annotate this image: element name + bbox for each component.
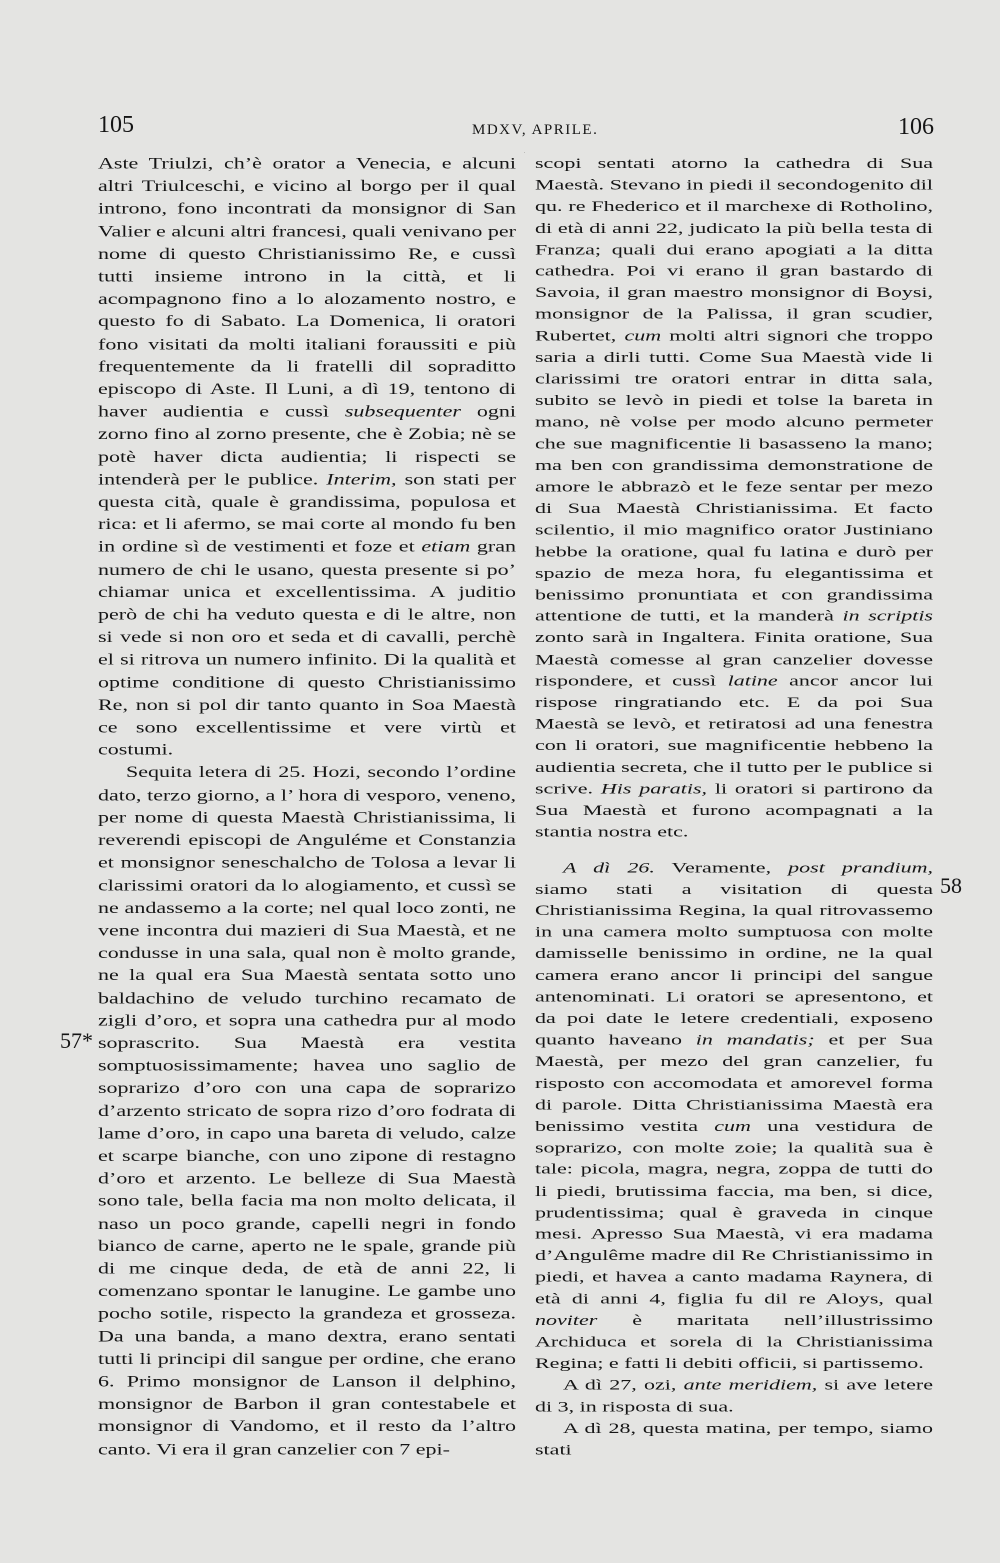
margin-note-left: 57* — [60, 1028, 93, 1053]
italic-text: ante meridiem, — [683, 1375, 818, 1394]
right-column — [535, 152, 933, 1460]
left-column — [98, 152, 516, 1460]
italic-text: post prandium, — [788, 858, 933, 876]
margin-note-right: 58 — [940, 873, 962, 898]
italic-text: cum — [714, 1117, 751, 1135]
text-run: Aste Triulzi, ch’è orator a Venecia, e alcuni altri Triulceschi, e vicino al borgo per il qual introno, fono incontrati da monsignor di San Valier e alcuni altri francesi, quali venivano per nome di questo Christianissimo Re, e cussì tutti insieme introno in la città, et li acompagnono fino a lo alozamento nostro, e questo fo di Sabato. La Domenica, li oratori fono visitati da molti italiani foraussiti e più frequentemente da li fratelli dil sopraditto episcopo di Aste. Il Luni, a dì 19, tentono di haver audientia e cussì — [98, 154, 516, 421]
text-run: zonto sarà in Ingaltera. Finita oratione, Sua Maestà comesse al gran canzelier dovesse rispondere, et cussì — [535, 628, 933, 690]
paragraph — [535, 1374, 933, 1417]
italic-text: etiam — [421, 537, 471, 556]
paragraph: A dì 28, questa matina, per tempo, siamo stati — [535, 1419, 933, 1458]
text-run: son stati per questa cità, quale è grandissima, populosa et rica: et li afermo, se mai corte al mondo fu ben in ordine sì de vestimenti et foze et — [98, 469, 516, 556]
running-title: MDXV, APRILE. — [472, 122, 599, 138]
text-run: et per Sua Maestà, per mezo del gran canzelier, fu risposto con accomodata et amorevel forma di parole. Ditta Christianissima Maestà era benissimo vestita — [535, 1030, 933, 1135]
text-run: si ave letere di 3, in risposta di sua. — [535, 1375, 933, 1415]
italic-text: in mandatis; — [695, 1030, 815, 1049]
page-number-left: 105 — [98, 112, 134, 138]
italic-text: A dì 26. — [563, 858, 655, 876]
text-run: ancor ancor lui rispose ringratiando etc. E da poi Sua Maestà se levò, et retiratosi ad una fenestra con li oratori, sue magnificentie hebbeno la audientia secreta, che il tutto per le publice si scrive. — [535, 671, 933, 797]
text-run: Veramente, — [654, 858, 789, 876]
text-run: scopi sentati atorno la cathedra di Sua Maestà. Stevano in piedi il secondogenito dil qu. re Fhederico et il marchexe di Rotholino, di età di anni 22, judicato la più bella testa di Franza; quali dui erano apogiati a la ditta cathedra. Poi vi erano il gran bastardo di Savoia, il gran maestro monsignor di Boysi, monsignor de la Palissa, il gran scudier, Rubertet, — [535, 154, 933, 344]
text-run: una vestidura de soprarizo, con molte zoie; la qualità sua è tale: picola, magra, negra, zoppa de tutti do li piedi, brutissima faccia, ma ben, si dice, prudentissima; qual è graveda in cinque mesi. Apresso Sua Maestà, vi era madama d’Angulême madre dil Re Christianissimo in piedi, et havea a canto madama Raynera, di età di anni 4, figlia fu dil re Aloys, qual — [535, 1117, 934, 1307]
italic-text: Interim, — [326, 469, 397, 488]
italic-text: subsequenter — [344, 402, 461, 421]
text-run: A dì 27, ozi, — [563, 1375, 684, 1394]
italic-text: His paratis, — [600, 779, 708, 797]
page-number-right: 106 — [898, 114, 934, 140]
italic-text: cum — [624, 326, 662, 344]
paragraph — [535, 152, 933, 842]
text-run: li oratori si partirono da Sua Maestà et furono acompagnati a la stantia nostra etc. — [535, 779, 934, 841]
text-run: è maritata nell’illustrissimo Archiduca et sorela di la Christianissima Regina; e fatti li debiti officii, si partissemo. — [535, 1311, 933, 1372]
text-run: ogni zorno fino al zorno presente, che è Zobia; nè se potè haver dicta audientia; li rispecti se intenderà per le publice. — [98, 402, 516, 488]
italic-text: noviter — [535, 1311, 598, 1329]
italic-text: latine — [727, 671, 778, 690]
text-run: molti altri signori che troppo saria a dirli tutti. Come Sua Maestà vide li clarissimi tre oratori entrar in ditta sala, subito se levò in piedi et tolse la bareta in mano, nè volse per modo alcuno permeter che sue magnificentie li basasseno la mano; ma ben con grandissima demonstratione de amore le abbrazò et le feze sentar per mezo di Sua Maestà Christianissima. Et facto scilentio, il mio magnifico orator Justiniano hebbe la oratione, qual fu latina e durò per spazio de meza hora, fu elegantissima et benissimo pronuntiata et con grandissima attentione de tutti, et la manderà — [535, 326, 933, 625]
text-run: siamo stati a visitation di questa Christianissima Regina, la qual ritrovassemo in una camera molto sumptuosa con molte damisselle benissimo in ordine, ne la qual camera erano ancor li principi del sangue antenominati. Li oratori se apresentono, et da poi date le letere credentiali, exposeno quanto haveano — [535, 879, 933, 1049]
paragraph — [98, 152, 516, 761]
page-header — [0, 108, 1000, 148]
paragraph: Sequita letera di 25. Hozi, secondo l’ordine dato, terzo giorno, a l’ hora di vesporo, veneno, per nome di questa Maestà Christianissima, li reverendi episcopi de Anguléme et Constanzia et monsignor seneschalcho de Tolosa a levar li clarissimi oratori da lo alogiamento, et cussì se ne andassemo a la corte; nel qual loco zonti, ne vene incontra dui mazieri di Sua Maestà, et ne condusse in una sala, qual non è molto grande, ne la qual era Sua Maestà sentata sotto uno baldachino de veludo turchino recamato de zigli d’oro, et sopra una cathedra pur al modo soprascrito. Sua Maestà era vestita somptuosissimamente; havea uno saglio de soprarizo d’oro con una capa de soprarizo d’arzento stricato de sopra rizo d’oro fodrata di lame d’oro, in capo una bareta di veludo, calze et scarpe bianche, con uno zipone di restagno d’oro et arzento. Le belleze di Sua Maestà sono tale, bella facia ma non molto delicata, il naso un poco grande, capelli negri in fondo bianco de carne, aperto ne le spale, grande più di me cinque deda, de età de anni 22, li comenzano spontar le lanugine. Le gambe uno pocho sotile, rispecto la grandeza et grosseza. Da una banda, a mano dextra, erano sentati tutti li principi dil sangue per ordine, che erano 6. Primo monsignor de Lanson il delphino, monsignor de Barbon il gran contestabele et monsignor di Vandomo, et il resto da l’altro canto. Vi era il gran canzelier con 7 epi- — [98, 763, 516, 1458]
column-divider — [524, 152, 525, 1452]
paragraph — [535, 856, 933, 1374]
italic-text: in scriptis — [842, 607, 933, 625]
text-run: gran numero de chi le usano, questa presente si po’ chiamar unica et excellentissima. A juditio però de chi ha veduto questa e di le altre, non si vede si non oro et seda et di cavalli, perchè el si ritrova un numero infinito. Di la qualità et optime conditione di questo Christianissimo Re, non si pol dir tanto quanto in Soa Maestà ce sono excellentissime et vere virtù et costumi. — [98, 537, 517, 759]
